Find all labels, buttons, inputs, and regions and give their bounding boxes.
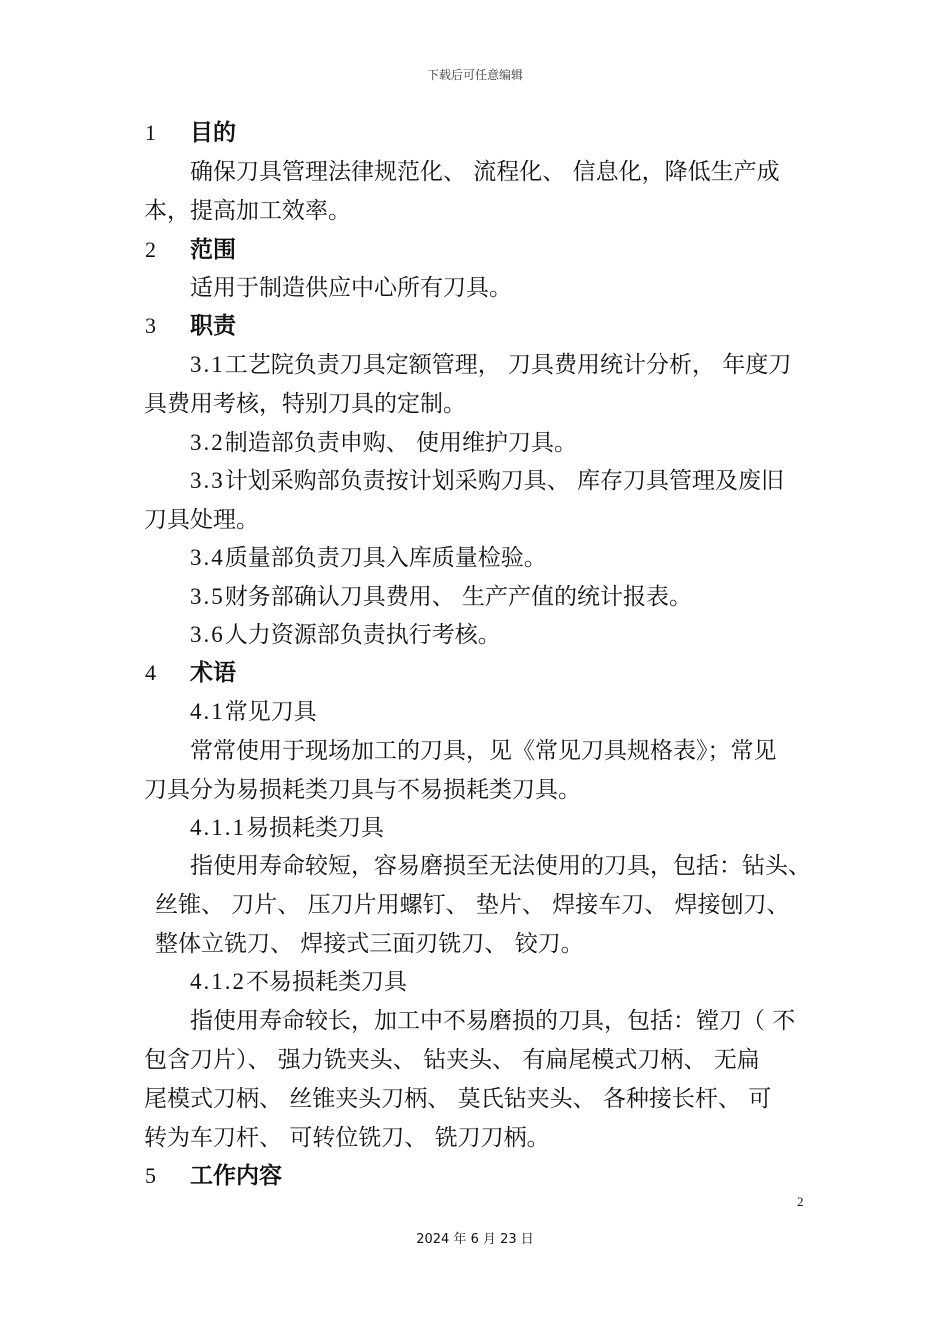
item-4-1-1-line-2: 丝锥、 刀片、 压刀片用螺钉、 垫片、 焊接车刀、 焊接刨刀、 — [155, 892, 790, 918]
item-3-3-text: 计划采购部负责按计划采购刀具、 库存刀具管理及废旧 — [224, 468, 785, 494]
item-3-5-text: 财务部确认刀具费用、 生产产值的统计报表。 — [224, 584, 693, 610]
section-1-number: 1 — [145, 120, 156, 145]
item-3-1 — [190, 350, 791, 380]
item-3-5 — [190, 582, 692, 612]
section-5-number: 5 — [145, 1163, 156, 1188]
item-3-2-number: 3.2 — [190, 430, 225, 455]
item-4-1-title: 常见刀具 — [224, 699, 317, 725]
item-3-4-text: 质量部负责刀具入库质量检验。 — [224, 545, 547, 571]
item-4-1-2-line-3: 尾模式刀柄、 丝锥夹头刀柄、 莫氏钻夹头、 各种接长杆、 可 — [144, 1086, 772, 1112]
section-2-line-1: 适用于制造供应中心所有刀具。 — [190, 275, 512, 301]
item-3-6 — [190, 620, 501, 650]
item-4-1-2-line-2: 包含刀片）、 强力铣夹头、 钻夹头、 有扁尾模式刀柄、 无扁 — [144, 1047, 760, 1073]
item-3-5-number: 3.5 — [190, 584, 225, 609]
section-3-title: 职责 — [190, 313, 236, 339]
section-5-title: 工作内容 — [190, 1163, 282, 1189]
section-4-number: 4 — [145, 660, 156, 685]
item-3-4 — [190, 543, 547, 573]
section-1-title: 目的 — [190, 120, 236, 146]
item-3-1-number: 3.1 — [190, 352, 225, 377]
item-3-6-number: 3.6 — [190, 622, 225, 647]
item-4-1-line-1: 常常使用于现场加工的刀具，见《常见刀具规格表》；常见 — [190, 738, 777, 764]
item-3-6-text: 人力资源部负责执行考核。 — [224, 622, 501, 648]
item-3-1-cont: 具费用考核，特别刀具的定制。 — [144, 391, 466, 417]
item-3-1-text: 工艺院负责刀具定额管理， 刀具费用统计分析， 年度刀 — [224, 352, 792, 378]
section-1-line-1: 确保刀具管理法律规范化、 流程化、 信息化，降低生产成 — [190, 159, 780, 185]
item-4-1-2-number: 4.1.2 — [190, 969, 246, 994]
item-3-2 — [190, 428, 577, 458]
page-header: 下载后可任意编辑 — [426, 68, 523, 82]
section-1-line-2: 本，提高加工效率。 — [144, 198, 351, 224]
item-4-1-1-line-3: 整体立铣刀、 焊接式三面刃铣刀、 铰刀。 — [155, 931, 584, 957]
item-4-1-number: 4.1 — [190, 699, 225, 724]
item-3-2-text: 制造部负责申购、 使用维护刀具。 — [224, 430, 578, 456]
item-4-1-2-line-1: 指使用寿命较长，加工中不易磨损的刀具，包括：镗刀（ 不 — [190, 1008, 796, 1034]
section-2-number: 2 — [145, 237, 156, 262]
item-3-3-number: 3.3 — [190, 468, 225, 493]
section-4-title: 术语 — [190, 660, 236, 686]
item-4-1-1-line-1: 指使用寿命较短，容易磨损至无法使用的刀具，包括：钻头、 — [190, 853, 811, 879]
section-3-number: 3 — [145, 313, 156, 338]
item-4-1 — [190, 697, 317, 727]
item-3-3-cont: 刀具处理。 — [144, 507, 259, 533]
section-2-title: 范围 — [190, 237, 236, 263]
item-3-3 — [190, 466, 784, 496]
page-number: 2 — [797, 1194, 804, 1209]
footer-date: 2024 年 6 月 23 日 — [416, 1232, 534, 1247]
item-4-1-line-2: 刀具分为易损耗类刀具与不易损耗类刀具。 — [144, 777, 581, 803]
item-4-1-2 — [190, 967, 407, 997]
item-4-1-2-line-4: 转为车刀杆、 可转位铣刀、 铣刀刀柄。 — [144, 1125, 550, 1151]
item-4-1-1-title: 易损耗类刀具 — [246, 815, 384, 841]
item-4-1-1-number: 4.1.1 — [190, 815, 246, 840]
item-4-1-2-title: 不易损耗类刀具 — [246, 969, 407, 995]
item-3-4-number: 3.4 — [190, 545, 225, 570]
item-4-1-1 — [190, 813, 384, 843]
